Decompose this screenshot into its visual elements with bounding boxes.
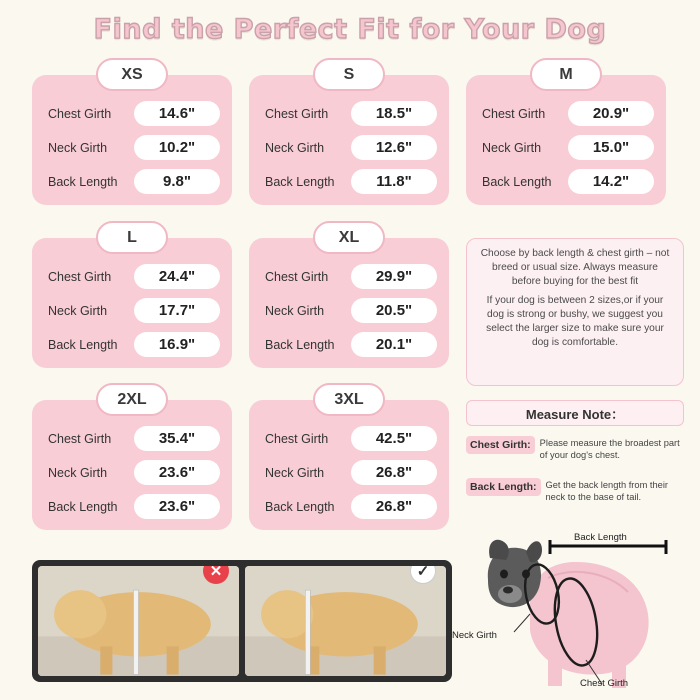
measure-item-chest bbox=[466, 436, 684, 461]
measure-label-chest: Chest Girth: bbox=[466, 436, 535, 454]
page-title: Find the Perfect Fit for Your Dog bbox=[93, 14, 607, 45]
row-label-neck: Neck Girth bbox=[265, 465, 325, 480]
measure-text-chest: Please measure the broadest part of your dog's chest. bbox=[539, 438, 680, 460]
size-label-xl: XL bbox=[313, 221, 385, 254]
row-label-neck: Neck Girth bbox=[265, 303, 325, 318]
size-label-m: M bbox=[530, 58, 602, 91]
row-label-chest: Chest Girth bbox=[265, 106, 329, 121]
value-neck: 15.0" bbox=[568, 135, 654, 160]
value-chest: 20.9" bbox=[568, 101, 654, 126]
dog-photo-correct bbox=[245, 566, 446, 676]
size-label-2xl: 2XL bbox=[96, 383, 168, 416]
measure-item-back bbox=[466, 478, 684, 503]
size-rows-3xl bbox=[249, 400, 449, 531]
table-row bbox=[261, 101, 437, 126]
table-row bbox=[44, 298, 220, 323]
table-row bbox=[44, 332, 220, 357]
size-label-l: L bbox=[96, 221, 168, 254]
size-rows-s bbox=[249, 75, 449, 206]
measure-label-back: Back Length: bbox=[466, 478, 541, 496]
value-back: 26.8" bbox=[351, 494, 437, 519]
table-row bbox=[261, 426, 437, 451]
dog-photo-incorrect bbox=[38, 566, 239, 676]
row-label-back: Back Length bbox=[48, 499, 118, 514]
size-rows-xs bbox=[32, 75, 232, 206]
photo-incorrect bbox=[38, 566, 239, 676]
diagram-label-neck-girth: Neck Girth bbox=[452, 630, 497, 641]
row-label-neck: Neck Girth bbox=[48, 140, 108, 155]
measurement-photos-panel bbox=[32, 560, 452, 682]
table-row bbox=[261, 298, 437, 323]
table-row bbox=[44, 135, 220, 160]
value-neck: 26.8" bbox=[351, 460, 437, 485]
value-neck: 20.5" bbox=[351, 298, 437, 323]
measure-text-back: Get the back length from their neck to the base of tail. bbox=[545, 480, 668, 502]
size-label-xs: XS bbox=[96, 58, 168, 91]
row-label-neck: Neck Girth bbox=[482, 140, 542, 155]
row-label-back: Back Length bbox=[48, 174, 118, 189]
correct-badge: ✓ bbox=[410, 566, 436, 584]
size-card-l bbox=[32, 228, 232, 368]
table-row bbox=[44, 264, 220, 289]
row-label-neck: Neck Girth bbox=[265, 140, 325, 155]
size-label-s: S bbox=[313, 58, 385, 91]
table-row bbox=[478, 101, 654, 126]
value-chest: 14.6" bbox=[134, 101, 220, 126]
row-label-back: Back Length bbox=[48, 337, 118, 352]
table-row bbox=[478, 169, 654, 194]
row-label-back: Back Length bbox=[265, 337, 335, 352]
measure-note-heading: Measure Note： bbox=[466, 400, 684, 426]
size-label-3xl: 3XL bbox=[313, 383, 385, 416]
row-label-chest: Chest Girth bbox=[48, 106, 112, 121]
value-back: 23.6" bbox=[134, 494, 220, 519]
table-row bbox=[44, 494, 220, 519]
diagram-label-chest-girth: Chest Girth bbox=[580, 678, 629, 689]
value-chest: 24.4" bbox=[134, 264, 220, 289]
sizing-note-box bbox=[466, 238, 684, 386]
table-row bbox=[261, 332, 437, 357]
row-label-neck: Neck Girth bbox=[48, 303, 108, 318]
value-back: 11.8" bbox=[351, 169, 437, 194]
row-label-back: Back Length bbox=[265, 174, 335, 189]
table-row bbox=[44, 426, 220, 451]
note-paragraph-2: If your dog is between 2 sizes,or if your dog is strong or bushy, we suggest you select the larger size to make sure your dog is comfortable. bbox=[486, 295, 664, 348]
value-neck: 23.6" bbox=[134, 460, 220, 485]
value-back: 14.2" bbox=[568, 169, 654, 194]
table-row bbox=[478, 135, 654, 160]
row-label-back: Back Length bbox=[482, 174, 552, 189]
size-card-m bbox=[466, 65, 666, 205]
value-neck: 12.6" bbox=[351, 135, 437, 160]
photo-correct bbox=[245, 566, 446, 676]
value-back: 16.9" bbox=[134, 332, 220, 357]
size-rows-2xl bbox=[32, 400, 232, 531]
row-label-chest: Chest Girth bbox=[482, 106, 546, 121]
row-label-back: Back Length bbox=[265, 499, 335, 514]
table-row bbox=[44, 460, 220, 485]
row-label-chest: Chest Girth bbox=[48, 269, 112, 284]
note-paragraph-1: Choose by back length & chest girth – not breed or usual size. Always measure before buying for the best fit bbox=[480, 248, 670, 287]
table-row bbox=[261, 264, 437, 289]
size-rows-xl bbox=[249, 238, 449, 369]
dog-diagram-svg bbox=[452, 518, 696, 694]
size-card-xs bbox=[32, 65, 232, 205]
size-card-2xl bbox=[32, 390, 232, 530]
size-rows-l bbox=[32, 238, 232, 369]
value-chest: 42.5" bbox=[351, 426, 437, 451]
size-card-s bbox=[249, 65, 449, 205]
row-label-chest: Chest Girth bbox=[265, 431, 329, 446]
dog-measurement-diagram bbox=[452, 518, 696, 694]
size-card-xl bbox=[249, 228, 449, 368]
table-row bbox=[261, 169, 437, 194]
table-row bbox=[44, 101, 220, 126]
size-rows-m bbox=[466, 75, 666, 206]
table-row bbox=[261, 135, 437, 160]
diagram-label-back-length: Back Length bbox=[574, 532, 627, 543]
value-chest: 18.5" bbox=[351, 101, 437, 126]
table-row bbox=[261, 460, 437, 485]
value-chest: 35.4" bbox=[134, 426, 220, 451]
value-neck: 10.2" bbox=[134, 135, 220, 160]
incorrect-badge: ✕ bbox=[203, 566, 229, 584]
value-chest: 29.9" bbox=[351, 264, 437, 289]
value-back: 9.8" bbox=[134, 169, 220, 194]
value-back: 20.1" bbox=[351, 332, 437, 357]
row-label-chest: Chest Girth bbox=[265, 269, 329, 284]
row-label-neck: Neck Girth bbox=[48, 465, 108, 480]
table-row bbox=[261, 494, 437, 519]
table-row bbox=[44, 169, 220, 194]
size-card-3xl bbox=[249, 390, 449, 530]
value-neck: 17.7" bbox=[134, 298, 220, 323]
row-label-chest: Chest Girth bbox=[48, 431, 112, 446]
